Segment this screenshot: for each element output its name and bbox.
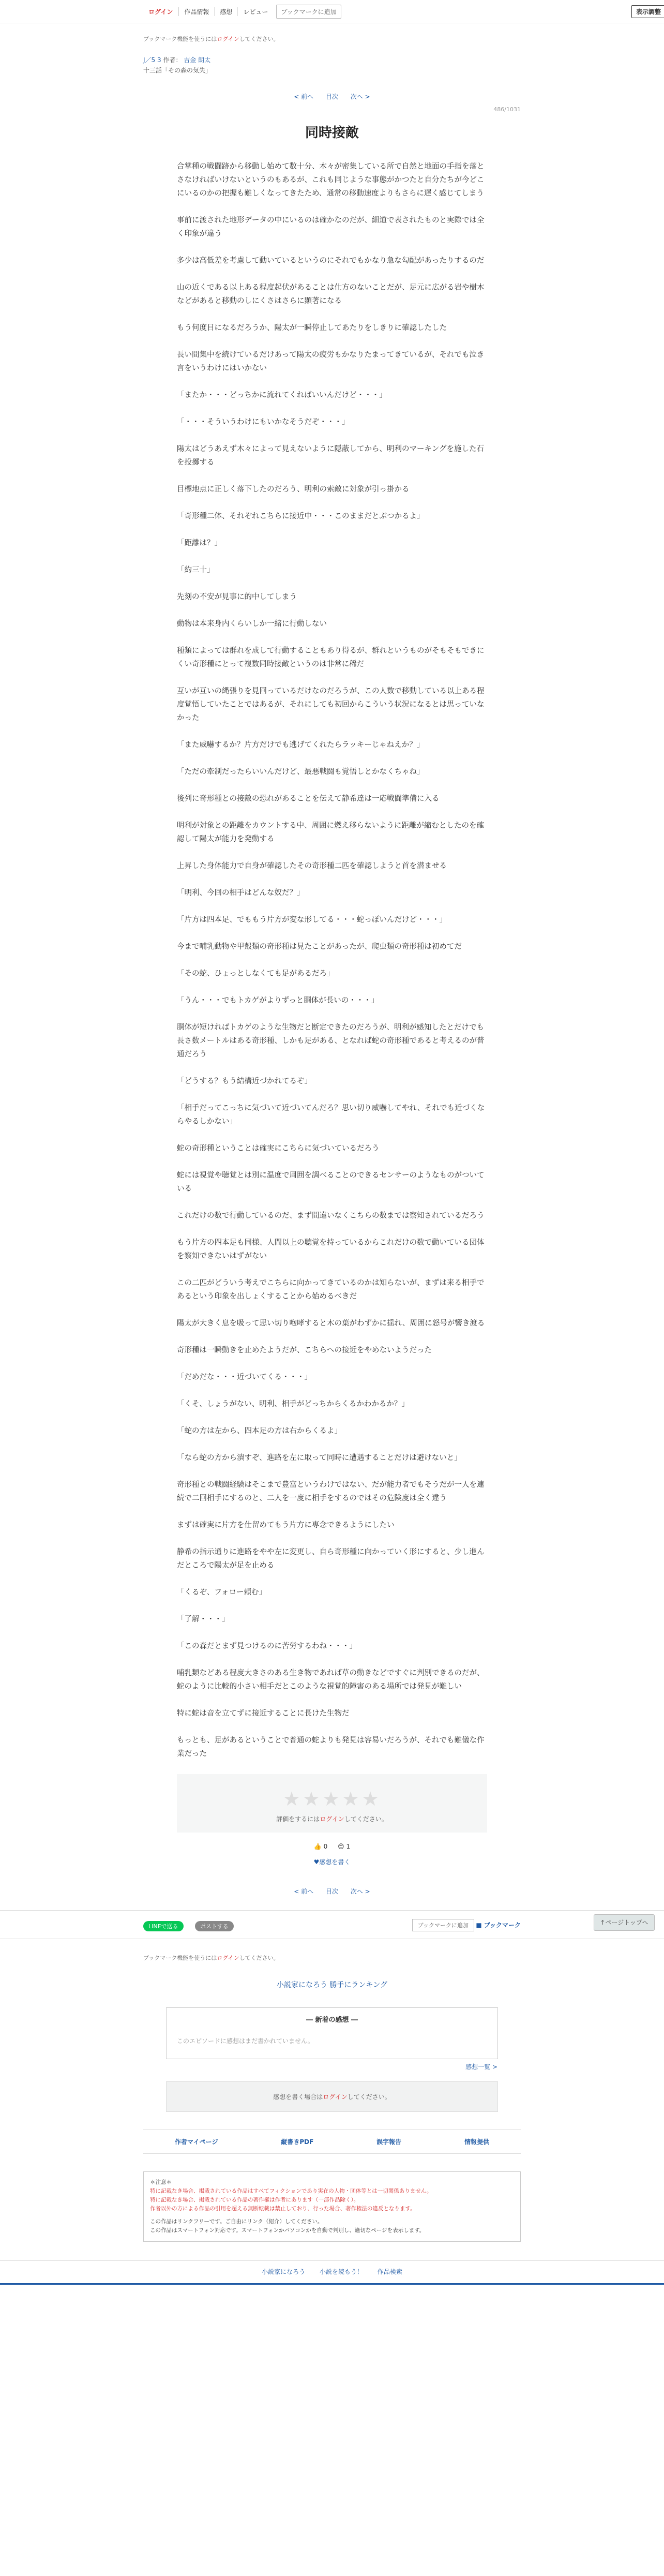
add-bookmark-button-bottom[interactable]: ブックマークに追加 [412, 1919, 474, 1931]
author-label: 作者： [163, 56, 182, 64]
impressions-list-link[interactable]: 感想一覧 > [465, 2063, 497, 2071]
reactions [0, 1843, 664, 1850]
body-paragraph: 「片方は四本足、でももう片方が変な形してる・・・蛇っぽいんだけど・・・」 [177, 916, 447, 924]
caution-box [143, 2171, 521, 2242]
vertical-pdf-link[interactable]: 縦書きPDF [281, 2138, 314, 2146]
nav-work-info[interactable]: 作品情報 [178, 7, 214, 16]
body-paragraph: 山の近くである以上ある程度起伏があることは仕方のないことだが、足元に広がる岩や樹木などがあると移動のしにくさはさらに顕著になる [177, 284, 485, 305]
next-link[interactable]: 次へ > [350, 93, 370, 100]
body-paragraph: 「なら蛇の方から潰すぞ、進路を左に取って同時に遭遇することだけは避けないと」 [177, 1454, 462, 1462]
star-rating[interactable]: ★★★★★ [282, 1788, 382, 1810]
body-paragraph: 多少は高低差を考慮して動いているというのにそれでもかなり急な勾配があったりするのだ [177, 257, 485, 265]
body-paragraph: 「奇形種二体、それぞれこちらに接近中・・・このままだとぶつかるよ」 [177, 512, 425, 520]
footer-site-link[interactable]: 小説家になろう [262, 2268, 306, 2275]
caution-line: 特に記載なき場合、掲載されている作品はすべてフィクションであり実在の人物・団体等とは一切関係ありません。 [150, 2188, 432, 2194]
body-paragraph: 「約三十」 [177, 566, 215, 574]
novel-meta [143, 55, 521, 75]
body-paragraph: 「距離は？」 [177, 539, 222, 547]
body-paragraph: 蛇の奇形種ということは確実にこちらに気づいているだろう [177, 1144, 380, 1153]
episode-title: 同時接敵 [305, 125, 359, 141]
new-impressions-box [166, 2007, 498, 2059]
body-paragraph: 陽太が大きく息を吸って思い切り咆哮すると木の葉がわずかに揺れ、周囲に怒号が響き渡る [177, 1319, 485, 1328]
body-paragraph: 合掌種の戦闘跡から移動し始めて数十分、木々が密集している所で自然と地面の手指を落とさなければいけないというのもあるが、これも同じような事態がかつたと自分たちが今どこにいるのかの把握も難しくなってきたため、通常の移動速度よりもさらに遅く感じてしまう [177, 162, 485, 198]
caution-line: この作品はリンクフリーです。ご自由にリンク（紹介）してください。 [150, 2218, 323, 2225]
body-paragraph: 「だめだな・・・近づいてくる・・・」 [177, 1373, 312, 1381]
write-impression-link[interactable]: ♥感想を書く [313, 1858, 351, 1866]
body-paragraph: 奇形種は一瞬動きを止めたようだが、こちらへの接近をやめないようだった [177, 1346, 432, 1354]
series-link[interactable]: J／5 3 [143, 56, 161, 64]
body-paragraph: 「ただの牽制だったらいいんだけど、最悪戦闘も覚悟しとかなくちゃね」 [177, 768, 425, 776]
index-link-bottom[interactable]: 目次 [325, 1888, 338, 1895]
new-impressions-title: ― 新着の感想 ― [306, 2016, 358, 2024]
footer-search-link[interactable]: 作品検索 [377, 2268, 402, 2275]
rating-note: 評価をするにはログインしてください。 [276, 1815, 388, 1823]
body-paragraph: 今まで哺乳動物や甲殻類の奇形種は見たことがあったが、爬虫類の奇形種は初めてだ [177, 943, 462, 951]
prev-link[interactable]: < 前へ [294, 93, 314, 100]
notice-login-link-bottom[interactable]: ログイン [217, 1955, 239, 1961]
impression-login-link[interactable]: ログイン [323, 2093, 348, 2101]
body-paragraph: 「またか・・・どっちかに流れてくればいいんだけど・・・」 [177, 391, 387, 399]
body-paragraph: 蛇には視覚や聴覚とは別に温度で周囲を調べることのできるセンサーのようなものがついている [177, 1171, 485, 1193]
body-paragraph: 目標地点に正しく落下したのだろう、明利の索敵に対象が引っ掛かる [177, 485, 410, 494]
body-paragraph: もう片方の四本足も同様、人間以上の聴覚を持っているからこれだけの数で動いている団体を察知できないはずがない [177, 1239, 485, 1260]
line-share-button[interactable]: LINEで送る [143, 1921, 184, 1931]
notice-login-link[interactable]: ログイン [217, 36, 239, 42]
share-bar [0, 1910, 664, 1939]
body-paragraph: 事前に渡された地形データの中にいるのは確かなのだが、細道で表されたものと実際では全く印象が違う [177, 216, 485, 238]
body-paragraph: 互いが互いの縄張りを見回っているだけなのだろうが、この人数で移動している以上ある程度覚悟していたことではあるが、それにしても初回からこういう状況になるとは思っていなかった [177, 687, 485, 722]
next-link-bottom[interactable]: 次へ > [350, 1888, 370, 1895]
rating-box [177, 1774, 487, 1833]
footer-links [143, 2130, 521, 2154]
rating-login-link[interactable]: ログイン [320, 1815, 344, 1823]
site-footer [0, 2260, 664, 2285]
caution-line: この作品はスマートフォン対応です。スマートフォンかパソコンかを自動で判別し、適切なページを表示します。 [150, 2227, 425, 2233]
body-paragraph: まずは確実に片方を仕留めてもう片方に専念できるようにしたい [177, 1521, 395, 1529]
body-paragraph: 「了解・・・」 [177, 1615, 230, 1624]
body-paragraph: 静希の指示通りに進路をやや左に変更し、自ら奇形種に向かっていく形にすると、少し進んだところで陽太が足を止める [177, 1548, 485, 1570]
prev-link-bottom[interactable]: < 前へ [294, 1888, 314, 1895]
author-mypage-link[interactable]: 作者マイページ [174, 2138, 218, 2146]
page-top-button[interactable]: ↑ページトップへ [594, 1914, 655, 1931]
index-link[interactable]: 目次 [325, 93, 338, 100]
bookmark-notice: ブックマーク機能を使うにはログインしてください。 [143, 36, 279, 42]
body-paragraph: 「この森だとまず見つけるのに苦労するわね・・・」 [177, 1642, 357, 1650]
body-paragraph: もっとも、足があるということで普通の蛇よりも発見は容易いだろうが、それでも難儀な作業だった [177, 1736, 485, 1758]
post-share-button[interactable]: ポストする [195, 1921, 234, 1931]
body-paragraph: 「明利、今回の相手はどんな奴だ？」 [177, 889, 305, 897]
body-paragraph: 後列に奇形種との接敵の恐れがあることを伝えて静希達は一応戦闘準備に入る [177, 795, 440, 803]
body-paragraph: これだけの数で行動しているのだ、まず間違いなくこちらの数までは察知されているだろう [177, 1212, 485, 1220]
bookmark-link[interactable]: ■ ブックマーク [476, 1922, 521, 1929]
body-paragraph: 「蛇の方は左から、四本足の方は右からくるよ」 [177, 1427, 342, 1435]
body-paragraph: 陽太はどうあえず木々によって見えないように隠蔽してから、明利のマーキングを施した石を投擲する [177, 445, 485, 467]
display-settings-button[interactable]: 表示調整 [631, 5, 664, 18]
body-paragraph: 「相手だってこっちに気づいて近づいてんだろ？思い切り威嚇してやれ、それでも近づくならやるしかない」 [177, 1104, 485, 1126]
body-paragraph: 「くそ、しょうがない、明利、相手がどっちからくるかわかるか？」 [177, 1400, 409, 1408]
like-reaction[interactable]: 👍 0 [313, 1843, 328, 1850]
body-paragraph: 種類によっては群れを成して行動することもあり得るが、群れというものがそもそもできにくい奇形種にとって複数同時接敵というのは非常に稀だ [177, 647, 485, 668]
body-paragraph: 「どうする？もう結構近づかれてるぞ」 [177, 1077, 312, 1085]
smile-reaction[interactable]: 😊 1 [338, 1843, 351, 1850]
episode-pager-bottom [0, 1887, 664, 1896]
nav-impressions[interactable]: 感想 [214, 7, 237, 16]
body-paragraph: もう何度目になるだろうか、陽太が一瞬停止してあたりをしきりに確認したした [177, 324, 447, 332]
body-paragraph: 哺乳類などある程度大きさのある生き物であれば草の動きなどですぐに判別できるのだが、蛇のように比較的小さい相手だとこのような視覚的障害のある場所では発見が難しい [177, 1669, 485, 1691]
footer-read-link[interactable]: 小説を読もう！ [319, 2268, 363, 2275]
nav-reviews[interactable]: レビュー [237, 7, 273, 16]
author-link[interactable]: 吉金 朗太 [184, 56, 211, 64]
chapter-title: 十三話「その森の気失」 [143, 67, 212, 74]
body-paragraph: 特に蛇は音を立てずに接近することに長けた生物だ [177, 1709, 350, 1718]
body-paragraph: 「・・・そういうわけにもいかなそうだぞ・・・」 [177, 418, 350, 426]
caution-heading: ＊注意＊ [150, 2179, 172, 2185]
body-paragraph: 明利が対象との距離をカウントする中、周囲に燃え移らないように距離が縮むとしたのを確認して陽太が能力を発動する [177, 822, 485, 843]
body-paragraph: 先刻の不安が見事に的中してしまう [177, 593, 297, 601]
caution-line: 特に記載なき場合、掲載されている作品の著作権は作者にあります（一部作品除く）。 [150, 2197, 359, 2203]
bookmark-notice-bottom: ブックマーク機能を使うにはログインしてください。 [143, 1955, 279, 1961]
body-paragraph: 動物は本来身内くらいしか一緒に行動しない [177, 620, 327, 628]
body-paragraph: 胴体が短ければトカゲのような生物だと断定できたのだろうが、明利が感知したとだけでも長さ数メートルはある奇形種、しかも足がある、となれば蛇の奇形種であると考えるのが普通だろう [177, 1023, 485, 1059]
body-paragraph: 「くるぞ、フォロー頼む」 [177, 1588, 266, 1597]
episode-pager-top [143, 92, 521, 101]
no-impressions-text: このエピソードに感想はまだ書かれていません。 [177, 2037, 314, 2045]
login-link[interactable]: ログイン [143, 7, 178, 16]
episode-number: 486/1031 [493, 106, 521, 113]
body-paragraph: 奇形種との戦闘経験はそこまで豊富というわけではない、だが能力者でもそうだが一人を連続で二回相手にするのと、二人を一度に相手をするのではその危険度は全く違う [177, 1481, 485, 1502]
body-paragraph: 長い間集中を続けているだけあって陽太の疲労もかなりたまってきているが、それでも泣き言をいうわけにはいかない [177, 351, 485, 373]
add-bookmark-button[interactable]: ブックマークに追加 [276, 5, 341, 19]
body-paragraph: 「うん・・・でもトカゲがよりずっと胴体が長いの・・・」 [177, 996, 379, 1005]
body-paragraph: 「その蛇、ひょっとしなくても足があるだろ」 [177, 970, 335, 978]
write-impression-box: 感想を書く場合はログインしてください。 [166, 2081, 498, 2112]
ranking-link[interactable]: 小説家になろう 勝手にランキング [276, 1981, 388, 1989]
body-paragraph: 「また威嚇するか？片方だけでも逃げてくれたらラッキーじゃねえか？」 [177, 741, 425, 749]
novel-body [177, 160, 487, 1761]
body-paragraph: この二匹がどういう考えでこちらに向かってきているのかは知らないが、まずは来る相手であるという印象を出しょくすることから始めるべきだ [177, 1279, 485, 1301]
top-bar [0, 0, 664, 23]
body-paragraph: 上昇した身体能力で自身が確認したその奇形種二匹を確認しようと首を潜ませる [177, 862, 447, 870]
typo-report-link[interactable]: 誤字報告 [376, 2138, 402, 2146]
info-provide-link[interactable]: 情報提供 [464, 2138, 490, 2146]
caution-line: 作者以外の方による作品の引用を超える無断転載は禁止しており、行った場合、著作権法の違反となります。 [150, 2206, 416, 2212]
